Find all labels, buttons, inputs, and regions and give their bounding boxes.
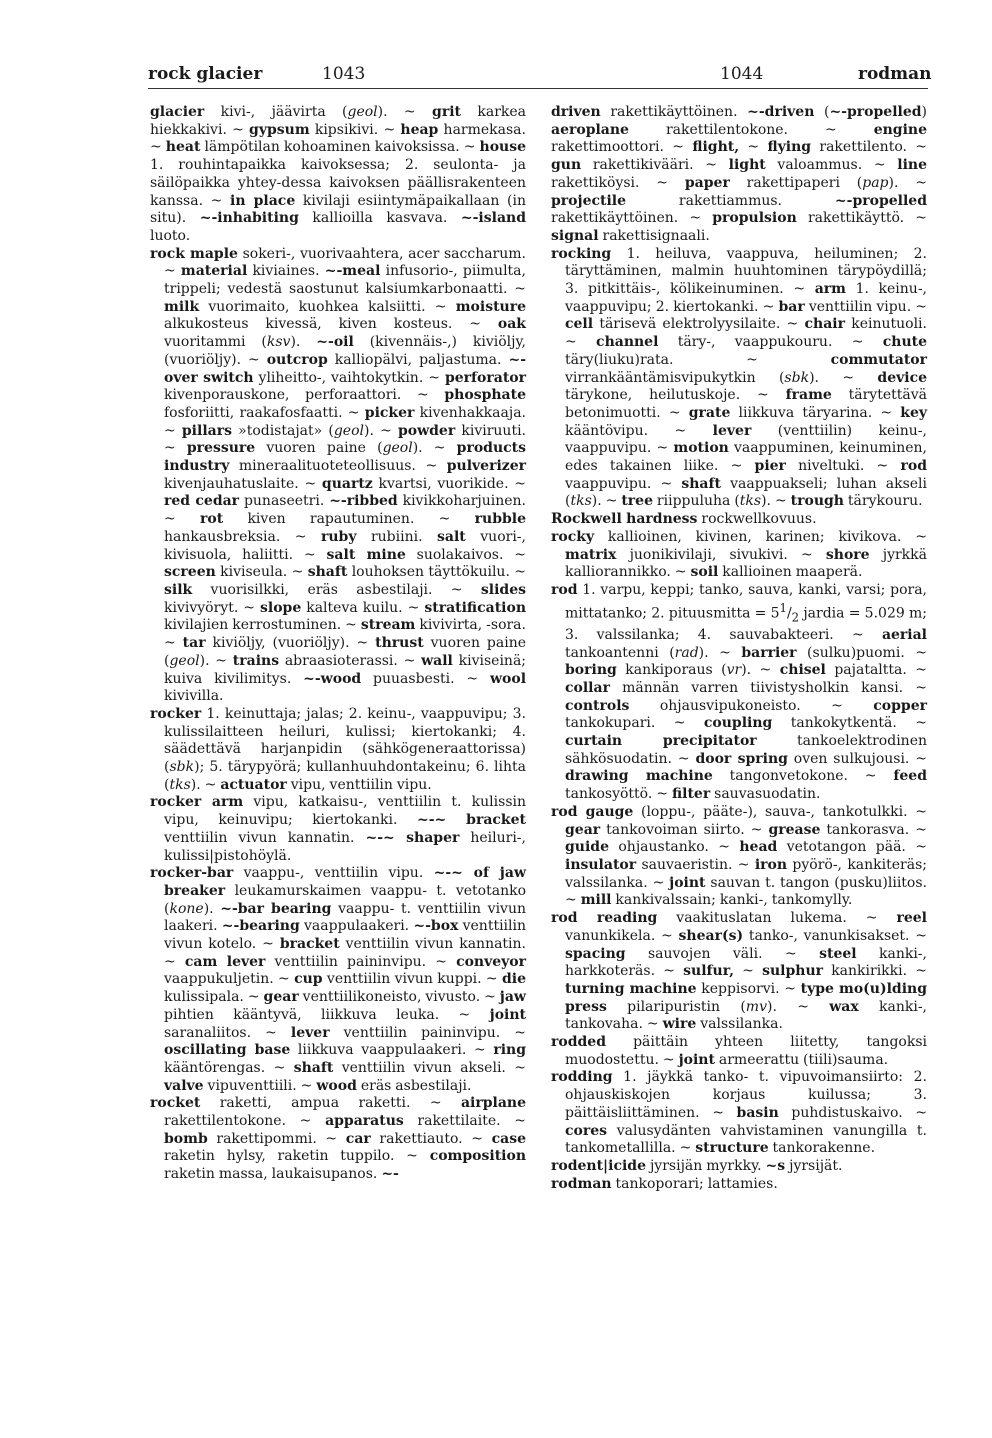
dictionary-entry: rocket raketti, ampua raketti. ~ airplane rakettilentokone. ~ apparatus rakettilaite. ~ bomb rakettipommi. ~ car rakettiauto. ~ case raketin hylsy, raketin tuppilo. ~ composition raketin massa, laukaisupanos. ~- xyxy=(150,1095,526,1183)
right-column xyxy=(551,104,927,1193)
header-left-page-number: 1043 xyxy=(322,64,366,84)
dictionary-entry: rod reading vaakituslatan lukema. ~ reel vanunkikela. ~ shear(s) tanko-, vanunkisakset. ~ spacing sauvojen väli. ~ steel kanki-, harkkoteräs. ~ sulfur, ~ sulphur kankirikki. ~ turning machine keppisorvi. ~ type mo(u)lding press pilaripuristin (mv). ~ wax kanki-, tankovaha. ~ wire valssilanka. xyxy=(551,910,928,1033)
header-right-page-number: 1044 xyxy=(720,64,764,84)
left-column xyxy=(150,104,526,1184)
dictionary-entry: rodent|icide jyrsijän myrkky. ~s jyrsijät. xyxy=(551,1157,843,1174)
dictionary-entry: rock maple sokeri-, vuorivaahtera, acer saccharum. ~ material kiviaines. ~-meal infusorio-, piimulta, trippeli; vedestä saostunut kalsiumkarbonaatti. ~ milk vuorimaito, kuohkea kalsiitti. ~ moisture alkukosteus kivessä, kiven kosteus. ~ oak vuoritammi (ksv). ~-oil (kivennäis-,) kiviöljy, (vuoriöljy). ~ outcrop kalliopälvi, paljastuma. ~-over switch yliheitto-, vaihtokytkin. ~ perforator kivenporauskone, perforaattori. ~ phosphate fosforiitti, raakafosfaatti. ~ picker kivenhakkaaja. ~ pillars »todistajat» (geol). ~ powder kiviruuti. ~ pressure vuoren paine (geol). ~ products industry mineraalituoteteollisuus. ~ pulverizer kivenjauhatuslaite. ~ quartz kvartsi, vuorikide. ~ red cedar punaseetri. ~-ribbed kivikkoharjuinen. ~ rot kiven rapautuminen. ~ rubble hankausbreksia. ~ ruby rubiini. salt vuori-, kivisuola, haliitti. ~ salt mine suolakaivos. ~ screen kiviseula. ~ shaft louhoksen täyttökuilu. ~ silk vuorisilkki, eräs asbestilaji. ~ slides kivivyöryt. ~ slope kalteva kuilu. ~ stratification kivilajien kerrostuminen. ~ stream kivivirta, -sora. ~ tar kiviöljy, (vuoriöljy). ~ thrust vuoren paine (geol). ~ trains abraasioterassi. ~ wall kiviseinä; kuiva kivilimitys. ~-wood puuasbesti. ~ wool kivivilla. xyxy=(150,245,527,705)
dictionary-entry: rocky kallioinen, kivinen, karinen; kivikova. ~ matrix juonikivilaji, sivukivi. ~ shore jyrkkä kalliorannikko. ~ soil kallioinen maaperä. xyxy=(551,528,927,581)
header-right-guide-word: rodman xyxy=(858,64,932,84)
header-left-guide-word: rock glacier xyxy=(148,64,263,84)
dictionary-entry: rocker arm vipu, katkaisu-, venttiilin t. kulissin vipu, keinuvipu; kiertokanki. ~-~ bracket venttiilin vivun kannatin. ~-~ shaper heiluri-, kulissi|pistohöylä. xyxy=(150,794,527,864)
dictionary-entry: rocking 1. heiluva, vaappuva, heiluminen; 2. täryttäminen, malmin huuhtominen tärypöydillä; 3. pitkittäis-, kölikeinuminen. ~ arm 1. keinu-, vaappuvipu; 2. kiertokanki. ~ bar venttiilin vipu. ~ cell tärisevä elektrolyysilaite. ~ chair keinutuoli. ~ channel täry-, vaappukouru. ~ chute täry(liuku)rata. ~ commutator virrankääntämisvipukytkin (sbk). ~ device tärykone, heilutuskoje. ~ frame tärytettävä betonimuotti. ~ grate liikkuva täryarina. ~ key kääntövipu. ~ lever (venttiilin) keinu-, vaappuvipu. ~ motion vaappuminen, keinuminen, edes takainen liike. ~ pier niveltuki. ~ rod vaappuvipu. ~ shaft vaappuakseli; luhan akseli (tks). ~ tree riippuluha (tks). ~ trough tärykouru. xyxy=(551,245,928,510)
dictionary-entry: rodding 1. jäykkä tanko- t. vipuvoimansiirto: 2. ohjauskiskojen korjaus kuilussa; 3. päittäisliittäminen. ~ basin puhdistuskaivo. ~ cores valusydänten vahvistaminen vanungilla t. tankometallilla. ~ structure tankorakenne. xyxy=(551,1069,927,1157)
dictionary-entry: glacier kivi-, jäävirta (geol). ~ grit karkea hiekkakivi. ~ gypsum kipsikivi. ~ heap harmekasa. ~ heat lämpötilan kohoaminen kaivoksissa. ~ house 1. rouhintapaikka kaivoksessa; 2. seulonta- ja säilöpaikka yhtey-dessa kaivoksen päällisrakenteen kanssa. ~ in place kivilaji esiintymäpaikallaan (in situ). ~-inhabiting kallioilla kasvava. ~-island luoto. xyxy=(150,104,527,244)
dictionary-entry: rod gauge (loppu-, pääte-), sauva-, tankotulkki. ~ gear tankovoiman siirto. ~ grease tankorasva. ~ guide ohjaustanko. ~ head vetotangon pää. ~ insulator sauvaeristin. ~ iron pyörö-, kankiteräs; valssilanka. ~ joint sauvan t. tangon (pusku)liitos. ~ mill kankivalssain; kanki-, tankomylly. xyxy=(551,803,927,909)
header-rule xyxy=(148,88,928,89)
dictionary-entry: driven rakettikäyttöinen. ~-driven (~-propelled) aeroplane rakettilentokone. ~ engine rakettimoottori. ~ flight, ~ flying rakettilento. ~ gun rakettikivääri. ~ light valoammus. ~ line rakettiköysi. ~ paper rakettipaperi (pap). ~ projectile rakettiammus. ~-propelled rakettikäyttöinen. ~ propulsion rakettikäyttö. ~ signal rakettisignaali. xyxy=(551,104,927,244)
dictionary-entry: rodded päittäin yhteen liitetty, tangoksi muodostettu. ~ joint armeerattu (tiili)sauma. xyxy=(551,1034,927,1068)
dictionary-entry: rod 1. varpu, keppi; tanko, sauva, kanki, varsi; pora, mittatanko; 2. pituusmitta = $5^1/_2$ jardia = 5.029 m; 3. valssilanka; 4. sauvabakteeri. ~ aerial tankoantenni (rad). ~ barrier (sulku)puomi. ~ boring kankiporaus (vr). ~ chisel pajataltta. ~ collar männän varren tiivistysholkin kansi. ~ controls ohjausvipukoneisto. ~ copper tankokupari. ~ coupling tankokytkentä. ~ curtain precipitator tankoelektrodinen sähkösuodatin. ~ door spring oven sulkujousi. ~ drawing machine tangonvetokone. ~ feed tankosyöttö. ~ filter sauvasuodatin. xyxy=(551,581,927,803)
dictionary-entry: Rockwell hardness rockwellkovuus. xyxy=(551,511,817,528)
dictionary-entry: rocker 1. keinuttaja; jalas; 2. keinu-, vaappuvipu; 3. kulissilaitteen heiluri, kulissi; kiertokanki; 4. säädettävä harjanpidin (sähkögeneraattorissa) (sbk); 5. tärypyörä; kullanhuuhdontakeinu; 6. lihta (tks). ~ actuator vipu, venttiilin vipu. xyxy=(150,705,526,793)
dictionary-entry: rodman tankoporari; lattamies. xyxy=(551,1175,778,1192)
dictionary-entry: rocker-bar vaappu-, venttiilin vipu. ~-~ of jaw breaker leukamurskaimen vaappu- t. vetotanko (kone). ~-bar bearing vaappu- t. venttiilin vivun laakeri. ~-bearing vaappulaakeri. ~-box venttiilin vivun kotelo. ~ bracket venttiilin vivun kannatin. ~ cam lever venttiilin paininvipu. ~ conveyor vaappukuljetin. ~ cup venttiilin vivun kuppi. ~ die kulissipala. ~ gear venttiilikoneisto, vivusto. ~ jaw pihtien kääntyvä, liikkuva leuka. ~ joint saranaliitos. ~ lever venttiilin paininvipu. ~ oscillating base liikkuva vaappulaakeri. ~ ring kääntörengas. ~ shaft venttiilin vivun akseli. ~ valve vipuventtiili. ~ wood eräs asbestilaji. xyxy=(150,865,527,1094)
